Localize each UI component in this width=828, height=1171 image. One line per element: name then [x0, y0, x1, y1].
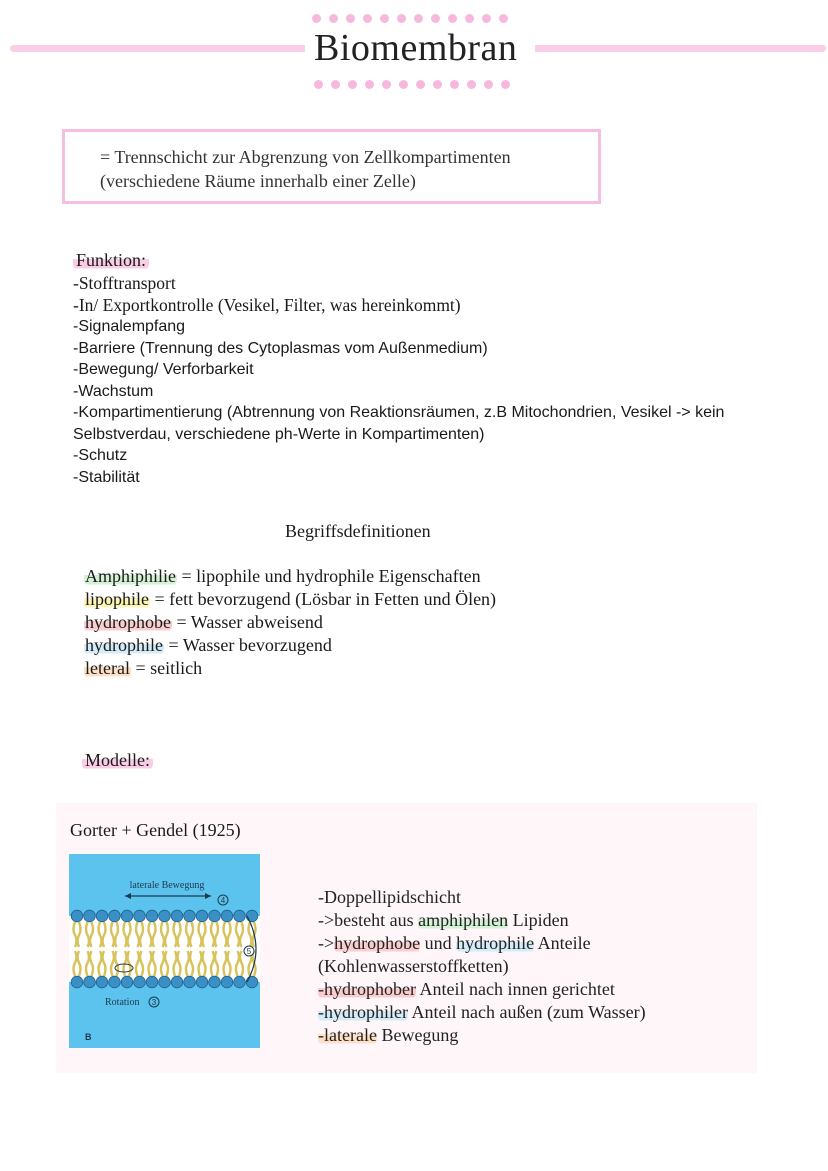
dots-top-decoration: [312, 14, 508, 23]
lipid-head: [171, 910, 183, 922]
lipid-head: [234, 976, 246, 988]
lipid-head: [71, 910, 83, 922]
lipid-head: [146, 910, 158, 922]
model-points: [318, 886, 646, 1047]
point-4: (Kohlenwasserstoffketten): [318, 956, 509, 976]
list-item: -Bewegung/ Verforbarkeit: [73, 361, 254, 378]
lipid-head: [246, 910, 258, 922]
modelle-heading-text: Modelle:: [82, 750, 153, 770]
lipid-head: [221, 910, 233, 922]
point-text: ->: [318, 933, 335, 953]
point-text: ->besteht aus: [318, 910, 419, 930]
highlight-hydrophile: hydrophile: [456, 933, 535, 953]
point-text: Bewegung: [376, 1025, 459, 1045]
list-item: Selbstverdau, verschiedene ph-Werte in Kompartimenten): [73, 425, 485, 443]
term-definition: = seitlich: [130, 658, 203, 678]
term: hydrophile: [85, 635, 163, 655]
term-definition: = fett bevorzugend (Lösbar in Fetten und Ölen): [150, 589, 497, 609]
term: lipophile: [85, 589, 149, 609]
funktion-heading: [73, 250, 149, 271]
lipid-head: [71, 976, 83, 988]
list-item: -Schutz: [73, 447, 128, 464]
label-lateral: laterale Bewegung: [129, 880, 205, 891]
lipid-head: [171, 976, 183, 988]
term-row-amphiphilie: [84, 565, 496, 588]
point-1: -Doppellipidschicht: [318, 887, 461, 907]
modelle-heading: [82, 750, 153, 771]
point-text: Anteil nach innen gerichtet: [415, 979, 615, 999]
lipid-head: [84, 910, 96, 922]
lipid-head: [109, 910, 121, 922]
lipid-head: [209, 976, 221, 988]
begriffe-heading: Begriffsdefinitionen: [285, 521, 431, 541]
definition-box: [62, 129, 601, 204]
point-text: Anteil nach außen (zum Wasser): [407, 1002, 646, 1022]
point-text: und: [420, 933, 457, 953]
term-row-hydrophile: [84, 634, 496, 657]
lipid-head: [96, 910, 108, 922]
highlight-laterale: -laterale: [318, 1025, 377, 1045]
lipid-head: [196, 910, 208, 922]
list-item: -Wachstum: [73, 382, 154, 400]
point-text: Anteile: [534, 933, 591, 953]
marker-3-num: 3: [151, 998, 157, 1007]
point-6: [318, 1001, 646, 1024]
highlight-amphiphilen: amphiphilen: [418, 910, 509, 930]
lipid-head: [184, 976, 196, 988]
model-title: Gorter + Gendel (1925): [70, 820, 241, 840]
lipid-head: [109, 976, 121, 988]
point-7: [318, 1024, 646, 1047]
term-row-hydrophobe: [84, 611, 496, 634]
begriffe-list: [84, 565, 496, 680]
point-2: [318, 909, 646, 932]
lipid-bilayer-figure: [69, 854, 260, 1048]
definition-line-1: = Trennschicht zur Abgrenzung von Zellkompartimenten: [100, 147, 511, 167]
term-row-leteral: [84, 657, 496, 680]
lipid-head: [146, 976, 158, 988]
panel-label: B: [85, 1032, 92, 1042]
marker-4-num: 4: [220, 896, 226, 905]
list-item: -In/ Exportkontrolle (Vesikel, Filter, was hereinkommt): [73, 294, 461, 315]
list-item: -Stabilität: [73, 468, 140, 486]
list-item: -Barriere (Trennung des Cytoplasmas vom Außenmedium): [73, 339, 488, 357]
list-item: -Signalempfang: [73, 318, 186, 335]
definition-line-2: (verschiedene Räume innerhalb einer Zelle): [100, 171, 416, 191]
term-definition: = lipophile und hydrophile Eigenschaften: [177, 566, 481, 586]
lipid-head: [96, 976, 108, 988]
marker-5-num: 5: [246, 947, 252, 956]
point-5: [318, 978, 646, 1001]
lipid-head: [184, 910, 196, 922]
highlight-hydrophober: -hydrophober: [318, 979, 416, 999]
funktion-heading-text: Funktion:: [73, 250, 149, 270]
highlight-hydrophobe: hydrophobe: [334, 933, 421, 953]
lipid-head: [246, 976, 258, 988]
lipid-head: [134, 910, 146, 922]
lipid-head: [234, 910, 246, 922]
highlight-hydrophiler: -hydrophiler: [318, 1002, 408, 1022]
page-title: Biomembran: [314, 27, 518, 69]
lipid-head: [196, 976, 208, 988]
lipid-head: [84, 976, 96, 988]
term-definition: = Wasser bevorzugend: [164, 635, 332, 655]
lipid-head: [221, 976, 233, 988]
lipid-heads-top: [71, 910, 258, 922]
label-rotation: Rotation: [105, 997, 140, 1008]
term-definition: = Wasser abweisend: [171, 612, 323, 632]
point-text: Lipiden: [508, 910, 569, 930]
term-row-lipophile: [84, 588, 496, 611]
term: Amphiphilie: [85, 566, 176, 586]
dots-bottom-decoration: [314, 80, 510, 89]
term: hydrophobe: [85, 612, 171, 632]
point-3: [318, 932, 646, 955]
lipid-head: [121, 976, 133, 988]
list-item: -Stofftransport: [73, 273, 176, 293]
lipid-head: [121, 910, 133, 922]
lipid-head: [134, 976, 146, 988]
term: leteral: [85, 658, 130, 678]
funktion-list: [73, 273, 773, 488]
list-item: -Kompartimentierung (Abtrennung von Reaktionsräumen, z.B Mitochondrien, Vesikel -> kein: [73, 404, 725, 421]
lipid-head: [159, 976, 171, 988]
lipid-heads-bottom: [71, 976, 258, 988]
lipid-head: [209, 910, 221, 922]
lipid-head: [159, 910, 171, 922]
